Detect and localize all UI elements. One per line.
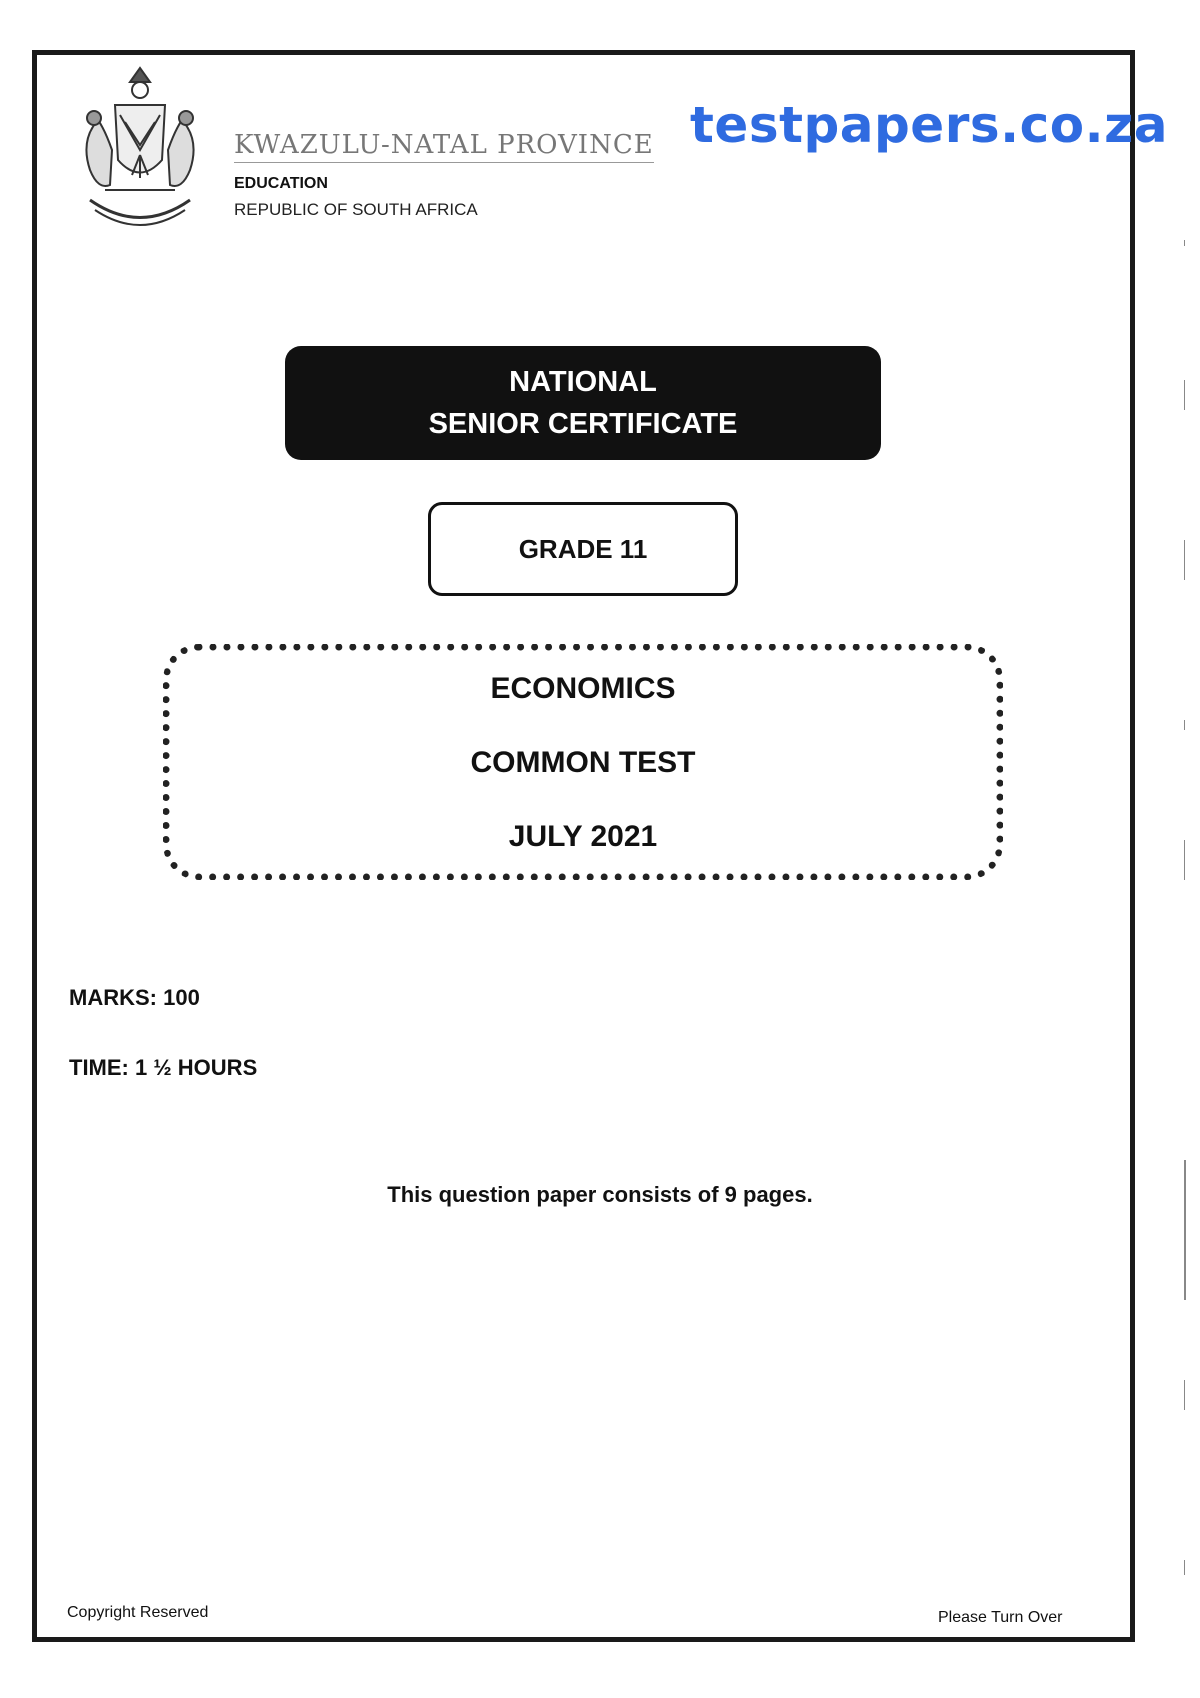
subject-name: ECONOMICS: [490, 672, 676, 705]
coat-of-arms-icon: [70, 60, 210, 240]
test-type: COMMON TEST: [470, 746, 696, 779]
banner-line-1: NATIONAL: [509, 366, 657, 398]
grade-label: GRADE 11: [518, 533, 648, 564]
banner-line-2: SENIOR CERTIFICATE: [428, 408, 738, 440]
pages-note: This question paper consists of 9 pages.: [387, 1182, 813, 1207]
time-label: TIME: 1 ½ HOURS: [69, 1055, 258, 1080]
turn-over-label: Please Turn Over: [938, 1609, 1063, 1626]
copyright-label: Copyright Reserved: [67, 1604, 209, 1621]
watermark-link[interactable]: testpapers.co.za: [690, 96, 1168, 154]
republic-name: REPUBLIC OF SOUTH AFRICA: [234, 200, 478, 219]
province-name: KWAZULU-NATAL PROVINCE: [234, 130, 654, 163]
marks-label: MARKS: 100: [69, 985, 200, 1010]
test-date: JULY 2021: [508, 820, 658, 853]
grade-box: [428, 502, 738, 596]
certificate-banner: [285, 346, 881, 460]
scan-edge-marks: [1182, 240, 1188, 1600]
department-name: EDUCATION: [234, 175, 328, 192]
